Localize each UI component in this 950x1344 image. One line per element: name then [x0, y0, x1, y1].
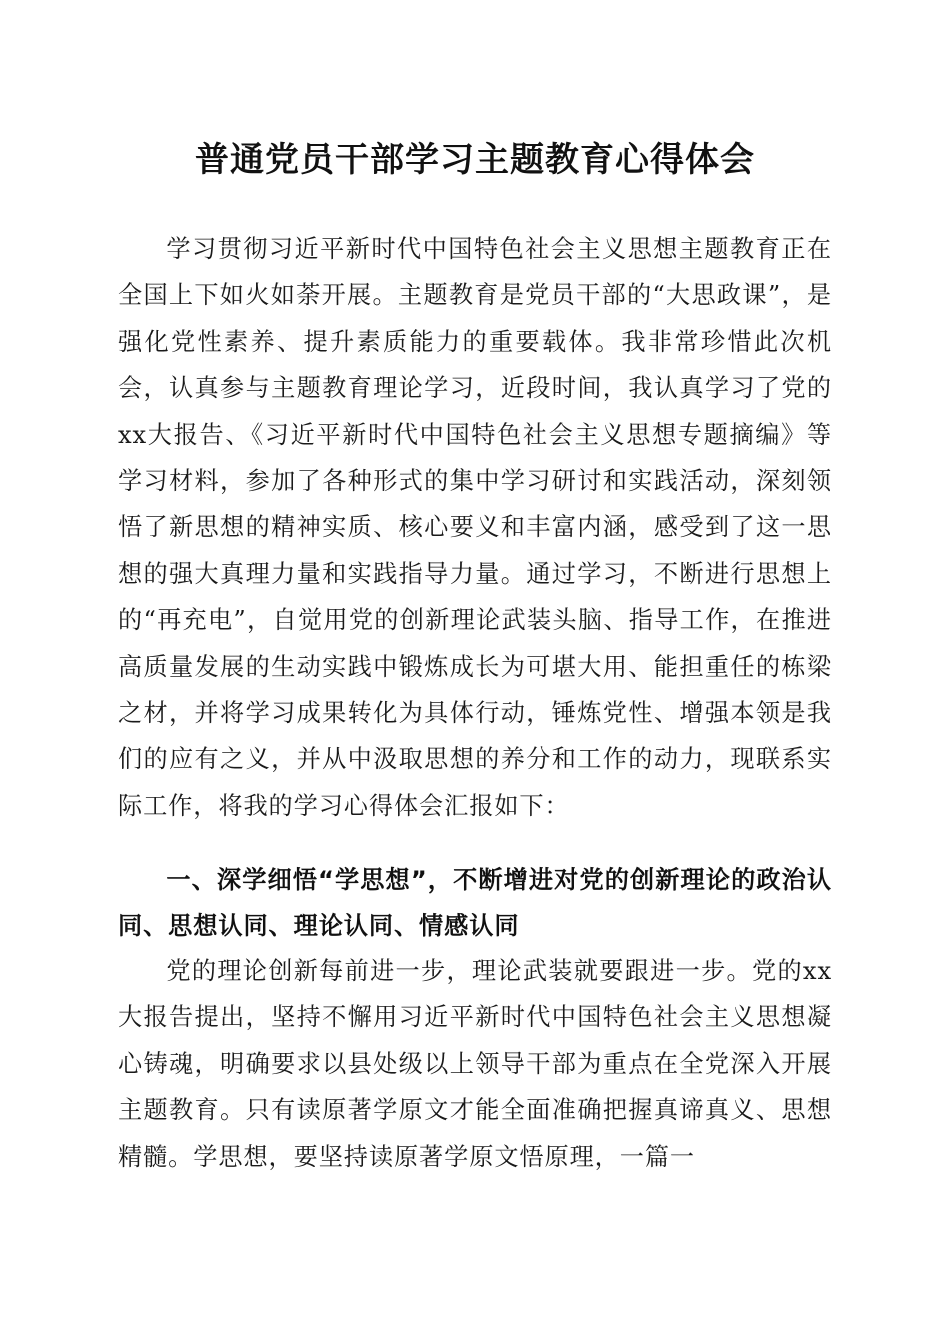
section-1-paragraph: 党的理论创新每前进一步，理论武装就要跟进一步。党的xx大报告提出，坚持不懈用习近平新时代中国特色社会主义思想凝心铸魂，明确要求以县处级以上领导干部为重点在全党深入开展主题教育。只有读原著学原文才能全面准确把握真谛真义、思想精髓。学思想，要坚持读原著学原文悟原理，一篇一 [118, 957, 832, 1171]
section-heading-1: 一、深学细悟“学思想”，不断增进对党的创新理论的政治认同、思想认同、理论认同、情感认同 [118, 866, 832, 941]
intro-paragraph: 学习贯彻习近平新时代中国特色社会主义思想主题教育正在全国上下如火如荼开展。主题教育是党员干部的“大思政课”，是强化党性素养、提升素质能力的重要载体。我非常珍惜此次机会，认真参与主题教育理论学习，近段时间，我认真学习了党的xx大报告、《习近平新时代中国特色社会主义思想专题摘编》等学习材料，参加了各种形式的集中学习研讨和实践活动，深刻领悟了新思想的精神实质、核心要义和丰富内涵，感受到了这一思想的强大真理力量和实践指导力量。通过学习，不断进行思想上的“再充电”，自觉用党的创新理论武装头脑、指导工作，在推进高质量发展的生动实践中锻炼成长为可堪大用、能担重任的栋梁之材，并将学习成果转化为具体行动，锤炼党性、增强本领是我们的应有之义，并从中汲取思想的养分和工作的动力，现联系实际工作，将我的学习心得体会汇报如下： [118, 235, 832, 820]
document-title: 普通党员干部学习主题教育心得体会 [195, 140, 755, 180]
